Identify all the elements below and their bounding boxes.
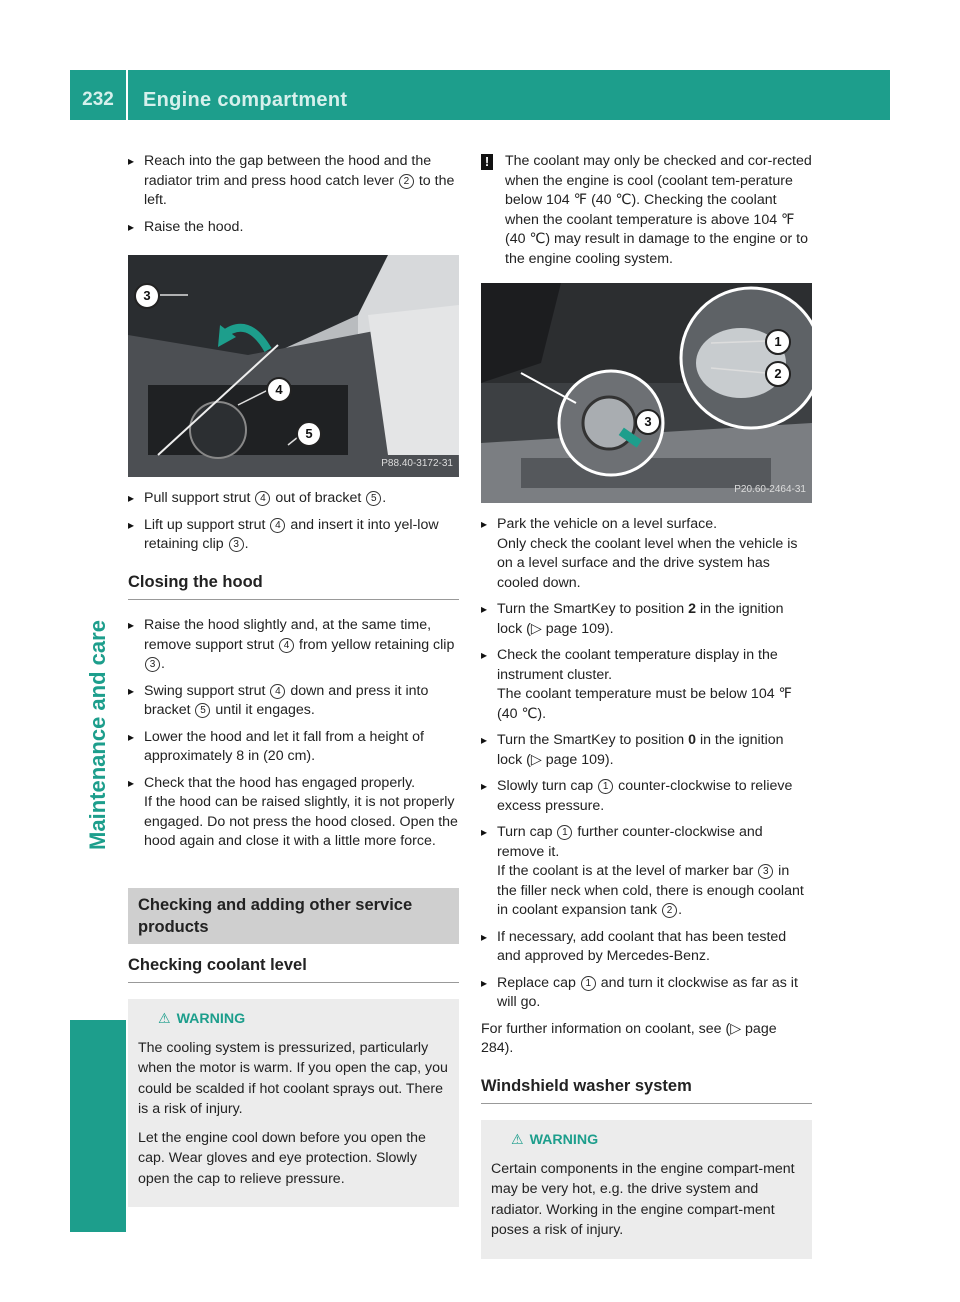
callout-1: 1: [765, 329, 791, 355]
step-text: Swing support strut 4 down and press it into bracket 5 until it engages.: [144, 682, 429, 718]
step: [128, 616, 459, 675]
step-arrow-icon: ▸: [128, 618, 135, 632]
step: [481, 777, 812, 816]
step-text: Raise the hood.: [144, 218, 244, 235]
step-arrow-icon: ▸: [481, 733, 488, 747]
step: [128, 218, 459, 238]
step-arrow-icon: ▸: [481, 825, 488, 839]
warning-text: Let the engine cool down before you open the cap. Wear gloves and eye protection. Slowly open the cap to relieve pressure.: [138, 1129, 426, 1187]
step: [481, 515, 812, 593]
callout-3: 3: [134, 283, 160, 309]
step-arrow-icon: ▸: [128, 729, 135, 744]
step: [481, 823, 812, 921]
step-arrow-icon: ▸: [481, 975, 488, 990]
step-text: Check the coolant temperature display in the instrument cluster.: [497, 647, 778, 683]
step: [481, 600, 812, 639]
notice: [481, 152, 812, 269]
step-text: Turn the SmartKey to position 2 in the ignition lock (▷ page 109).: [497, 601, 784, 637]
step-text: Slowly turn cap 1 counter-clockwise to relieve excess pressure.: [497, 778, 793, 814]
page-title: Engine compartment: [143, 89, 348, 111]
step: [481, 731, 812, 770]
further-info-text: For further information on coolant, see (▷ page 284).: [481, 1020, 777, 1056]
section-title-closing-hood: Closing the hood: [128, 573, 459, 601]
left-column: [128, 152, 459, 1207]
hood-figure: [128, 255, 459, 477]
callout-2: 2: [765, 361, 791, 387]
warning-heading: ⚠ WARNING: [511, 1131, 599, 1148]
notice-text: The coolant may only be checked and cor-rected when the engine is cool (coolant tem-perature below 104 ℉ (40 ℃). Checking the coolant when the coolant temperature is above 104 ℉ (40 ℃) may result in damage to the engine or to the engine cooling system.: [505, 153, 812, 267]
callout-5: 5: [296, 421, 322, 447]
step-subtext: The coolant temperature must be below 104 ℉ (40 ℃).: [497, 686, 793, 722]
step-text: Turn cap 1 further counter-clockwise and remove it.: [497, 824, 763, 860]
figure-code: P88.40-3172-31: [381, 457, 453, 469]
side-tab-label: Maintenance and care: [85, 620, 110, 850]
step-subtext: Only check the coolant level when the vehicle is on a level surface and the drive system has cooled down.: [497, 535, 798, 591]
step-text: Replace cap 1 and turn it clockwise as far as it will go.: [497, 974, 798, 1010]
step-arrow-icon: ▸: [481, 648, 488, 662]
warning-text: Certain components in the engine compart-ment may be very hot, e.g. the drive system and radiator. Working in the engine compart-ment poses a risk of injury.: [491, 1160, 795, 1238]
coolant-illustration: [481, 283, 812, 503]
step-arrow-icon: ▸: [481, 517, 488, 531]
warning-triangle-icon: ⚠: [511, 1131, 524, 1147]
step-text: Lift up support strut 4 and insert it into yel-low retaining clip 3 .: [144, 516, 439, 552]
step-subtext: If the coolant is at the level of marker bar 3 in the filler neck when cold, there is enough coolant in coolant expansion tank 2 .: [497, 863, 804, 918]
step-text: Reach into the gap between the hood and the radiator trim and press hood catch lever 2 to the left.: [144, 153, 455, 208]
right-column: [481, 152, 812, 1259]
step: [128, 152, 459, 211]
step-text: Lower the hood and let it fall from a height of approximately 8 in (20 cm).: [144, 728, 424, 764]
step: [481, 928, 812, 967]
step: [481, 974, 812, 1013]
callout-4: 4: [266, 377, 292, 403]
warning-box: [481, 1120, 812, 1259]
callout-3: 3: [635, 409, 661, 435]
step: [128, 489, 459, 509]
step: [128, 682, 459, 721]
step: [128, 516, 459, 555]
step: [481, 646, 812, 724]
step-subtext: If the hood can be raised slightly, it is not properly engaged. Do not press the hood closed. Open the hood again and close it with a little more force.: [144, 794, 458, 849]
step-arrow-icon: ▸: [481, 602, 488, 616]
step-arrow-icon: ▸: [481, 929, 488, 944]
warning-text: The cooling system is pressurized, particularly when the motor is warm. If you open the cap, you could be scalded if hot coolant sprays out. There is a risk of injury.: [138, 1039, 448, 1117]
step-text: Turn the SmartKey to position 0 in the ignition lock (▷ page 109).: [497, 732, 784, 768]
section-title-washer-system: Windshield washer system: [481, 1077, 812, 1105]
step-arrow-icon: ▸: [128, 491, 135, 505]
side-tab-bar: [70, 1020, 126, 1232]
section-title-coolant-level: Checking coolant level: [128, 956, 459, 984]
step-arrow-icon: ▸: [128, 219, 135, 234]
step-text: Check that the hood has engaged properly.: [144, 774, 416, 791]
step-arrow-icon: ▸: [128, 154, 135, 168]
exclamation-icon: !: [481, 154, 493, 170]
page-number: 232: [82, 89, 114, 110]
section-heading-service-products: Checking and adding other service products: [128, 888, 459, 944]
step-arrow-icon: ▸: [128, 775, 135, 790]
figure-code: P20.60-2464-31: [734, 483, 806, 495]
step-arrow-icon: ▸: [128, 517, 135, 532]
warning-triangle-icon: ⚠: [158, 1010, 171, 1026]
warning-heading: ⚠ WARNING: [158, 1010, 246, 1027]
step-arrow-icon: ▸: [128, 683, 135, 698]
step-arrow-icon: ▸: [481, 779, 488, 793]
coolant-figure: [481, 283, 812, 503]
step-text: Pull support strut 4 out of bracket 5 .: [144, 490, 387, 506]
step-text: Raise the hood slightly and, at the same time, remove support strut 4 from yellow retaining clip 3 .: [144, 617, 455, 672]
hood-illustration: [128, 255, 459, 477]
step: [128, 728, 459, 767]
step-text: If necessary, add coolant that has been tested and approved by Mercedes-Benz.: [497, 928, 787, 964]
callout-ref: 2: [399, 174, 414, 189]
step: [128, 774, 459, 852]
header-divider: [126, 70, 128, 120]
warning-box: [128, 999, 459, 1207]
step-text: Park the vehicle on a level surface.: [497, 516, 718, 532]
